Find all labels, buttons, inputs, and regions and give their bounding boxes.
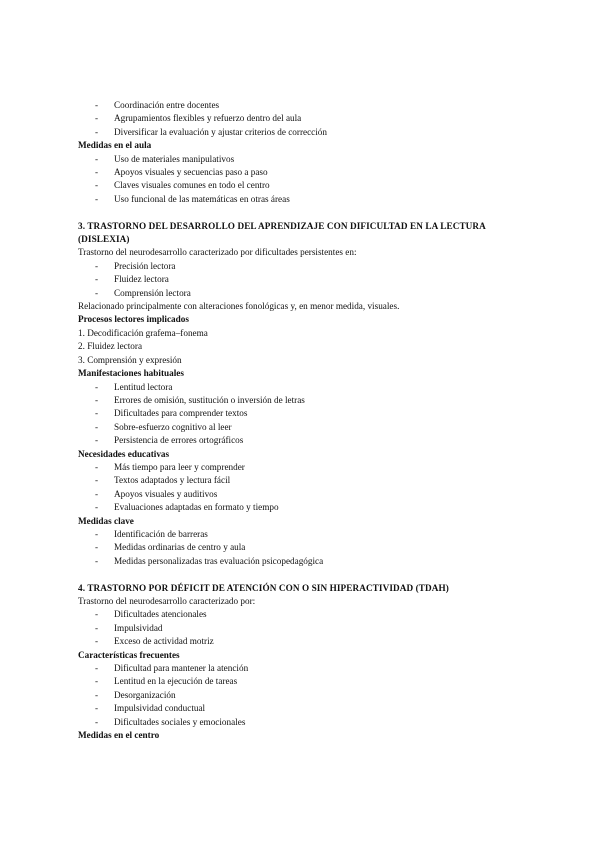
list-item: - Errores de omisión, sustitución o inversión de letras [95, 394, 305, 405]
numbered-item: 1. Decodificación grafema–fonema [78, 327, 208, 338]
list-item: - Comprensión lectora [95, 287, 191, 298]
subheading-necesidades: Necesidades educativas [78, 448, 170, 459]
list-item: - Lentitud en la ejecución de tareas [95, 676, 238, 687]
spacer [78, 568, 528, 581]
spacer [78, 206, 528, 219]
numbered-item: 2. Fluidez lectora [78, 341, 143, 352]
list-item: - Apoyos visuales y auditivos [95, 488, 218, 499]
list-item: - Impulsividad [95, 622, 163, 633]
numbered-item: 3. Comprensión y expresión [78, 354, 182, 365]
list-item: - Textos adaptados y lectura fácil [95, 475, 231, 486]
list-item: - Dificultades sociales y emocionales [95, 716, 246, 727]
list-item: - Uso funcional de las matemáticas en otras áreas [95, 193, 290, 204]
list-item: - Diversificar la evaluación y ajustar criterios de corrección [95, 126, 327, 137]
subheading-medidas-centro: Medidas en el centro [78, 730, 160, 741]
subheading-caracteristicas: Características frecuentes [78, 649, 180, 660]
subheading-procesos: Procesos lectores implicados [78, 314, 189, 325]
list-item: - Precisión lectora [95, 260, 176, 271]
subheading-manifestaciones: Manifestaciones habituales [78, 368, 184, 379]
paragraph-intro: Trastorno del neurodesarrollo caracterizado por dificultades persistentes en: [78, 247, 357, 258]
list-item: - Agrupamientos flexibles y refuerzo dentro del aula [95, 113, 302, 124]
list-item: - Claves visuales comunes en todo el centro [95, 180, 270, 191]
list-item: - Apoyos visuales y secuencias paso a paso [95, 167, 268, 178]
list-item: - Impulsividad conductual [95, 703, 206, 714]
list-item: - Exceso de actividad motriz [95, 636, 214, 647]
list-item: - Dificultades atencionales [95, 609, 207, 620]
subheading-medidas-clave: Medidas clave [78, 515, 134, 526]
list-item: - Más tiempo para leer y comprender [95, 461, 245, 472]
paragraph-relation: Relacionado principalmente con alteraciones fonológicas y, en menor medida, visuales. [78, 301, 400, 312]
list-item: - Dificultad para mantener la atención [95, 663, 249, 674]
list-item: - Lentitud lectora [95, 381, 173, 392]
list-item: - Persistencia de errores ortográficos [95, 435, 244, 446]
list-item: - Coordinación entre docentes [95, 100, 220, 110]
section-title-dislexia: 3. TRASTORNO DEL DESARROLLO DEL APRENDIZAJE CON DIFICULTAD EN LA LECTURA (DISLEXIA) [78, 220, 486, 245]
list-item: - Dificultades para comprender textos [95, 408, 248, 419]
list-item: - Fluidez lectora [95, 274, 169, 285]
list-item: - Medidas personalizadas tras evaluación psicopedagógica [95, 555, 324, 566]
list-item: - Evaluaciones adaptadas en formato y tiempo [95, 502, 279, 513]
list-item: - Uso de materiales manipulativos [95, 153, 235, 164]
paragraph-intro: Trastorno del neurodesarrollo caracterizado por: [78, 596, 256, 606]
document-content [78, 99, 528, 742]
list-item: - Identificación de barreras [95, 528, 208, 539]
list-item: - Sobre-esfuerzo cognitivo al leer [95, 421, 232, 432]
list-item: - Medidas ordinarias de centro y aula [95, 542, 246, 553]
list-item: - Desorganización [95, 689, 176, 700]
section-title-tdah: 4. TRASTORNO POR DÉFICIT DE ATENCIÓN CON O SIN HIPERACTIVIDAD (TDAH) [78, 582, 449, 593]
subheading-medidas-aula: Medidas en el aula [78, 140, 152, 151]
